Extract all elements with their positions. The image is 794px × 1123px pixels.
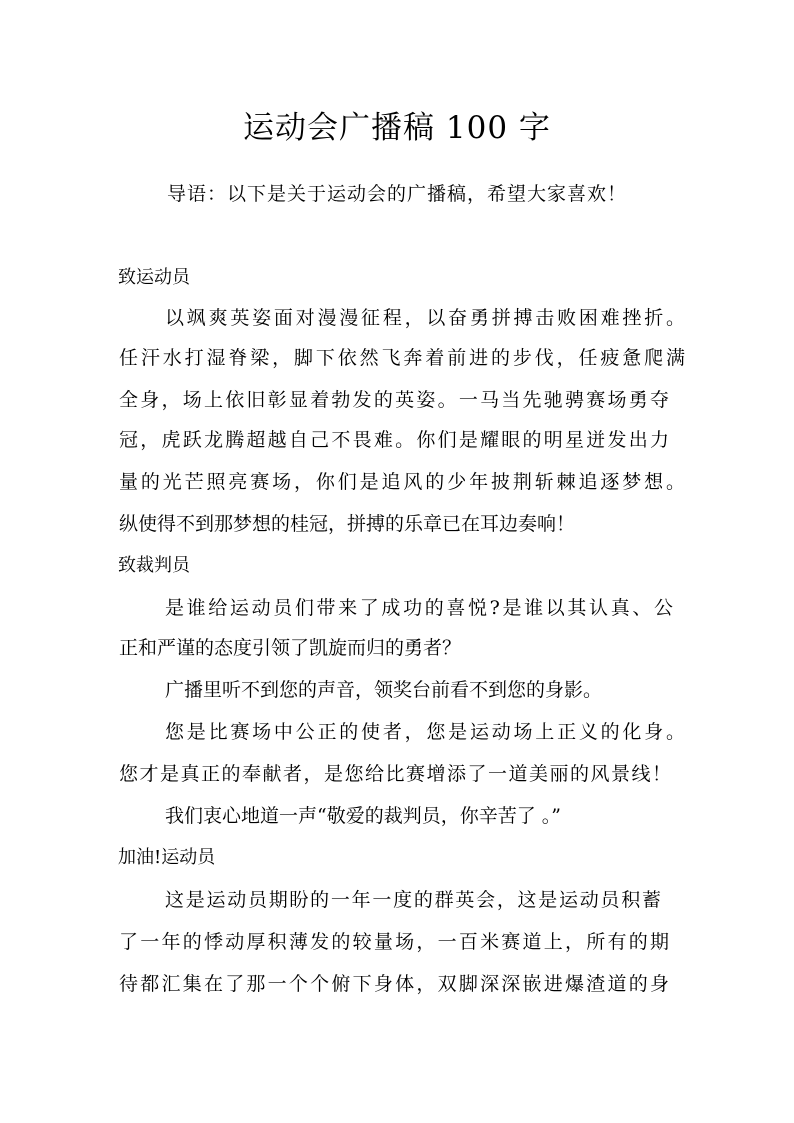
paragraph-line: 任汗水打湿脊梁，脚下依然飞奔着前进的步伐，任疲惫爬满 xyxy=(119,347,685,369)
paragraph-line: 是谁给运动员们带来了成功的喜悦?是谁以其认真、公 xyxy=(165,597,673,619)
section-heading: 致裁判员 xyxy=(118,555,190,576)
paragraph-line: 您才是真正的奉献者，是您给比赛增添了一道美丽的风景线！ xyxy=(119,763,671,785)
paragraph-line: 了一年的悸动厚积薄发的较量场，一百米赛道上，所有的期 xyxy=(119,931,669,953)
paragraph-line: 正和严谨的态度引领了凯旋而归的勇者？ xyxy=(119,637,462,659)
intro-text: 导语：以下是关于运动会的广播稿，希望大家喜欢！ xyxy=(166,183,627,205)
paragraph-line: 我们衷心地道一声“敬爱的裁判员，你辛苦了 。” xyxy=(165,805,561,827)
section-heading: 加油!运动员 xyxy=(118,847,216,868)
paragraph-line: 全身，场上依旧彰显着勃发的英姿。一马当先驰骋赛场勇夺 xyxy=(119,389,669,411)
paragraph-line: 待都汇集在了那一个个俯下身体，双脚深深嵌进爆渣道的身 xyxy=(119,973,669,995)
paragraph-line: 您是比赛场中公正的使者，您是运动场上正义的化身。 xyxy=(165,721,685,743)
paragraph-line: 量的光芒照亮赛场，你们是追风的少年披荆斩棘追逐梦想。 xyxy=(119,471,685,493)
paragraph-line: 纵使得不到那梦想的桂冠，拼搏的乐章已在耳边奏响！ xyxy=(119,513,576,535)
section-heading: 致运动员 xyxy=(118,267,190,288)
page-title: 运动会广播稿 100 字 xyxy=(243,110,551,146)
paragraph-line: 以飒爽英姿面对漫漫征程，以奋勇拼搏击败困难挫折。 xyxy=(165,307,685,329)
paragraph-line: 冠，虎跃龙腾超越自己不畏难。你们是耀眼的明星迸发出力 xyxy=(119,429,669,451)
paragraph-line: 广播里听不到您的声音，领奖台前看不到您的身影。 xyxy=(165,679,603,701)
paragraph-line: 这是运动员期盼的一年一度的群英会，这是运动员积蓄 xyxy=(165,889,661,911)
